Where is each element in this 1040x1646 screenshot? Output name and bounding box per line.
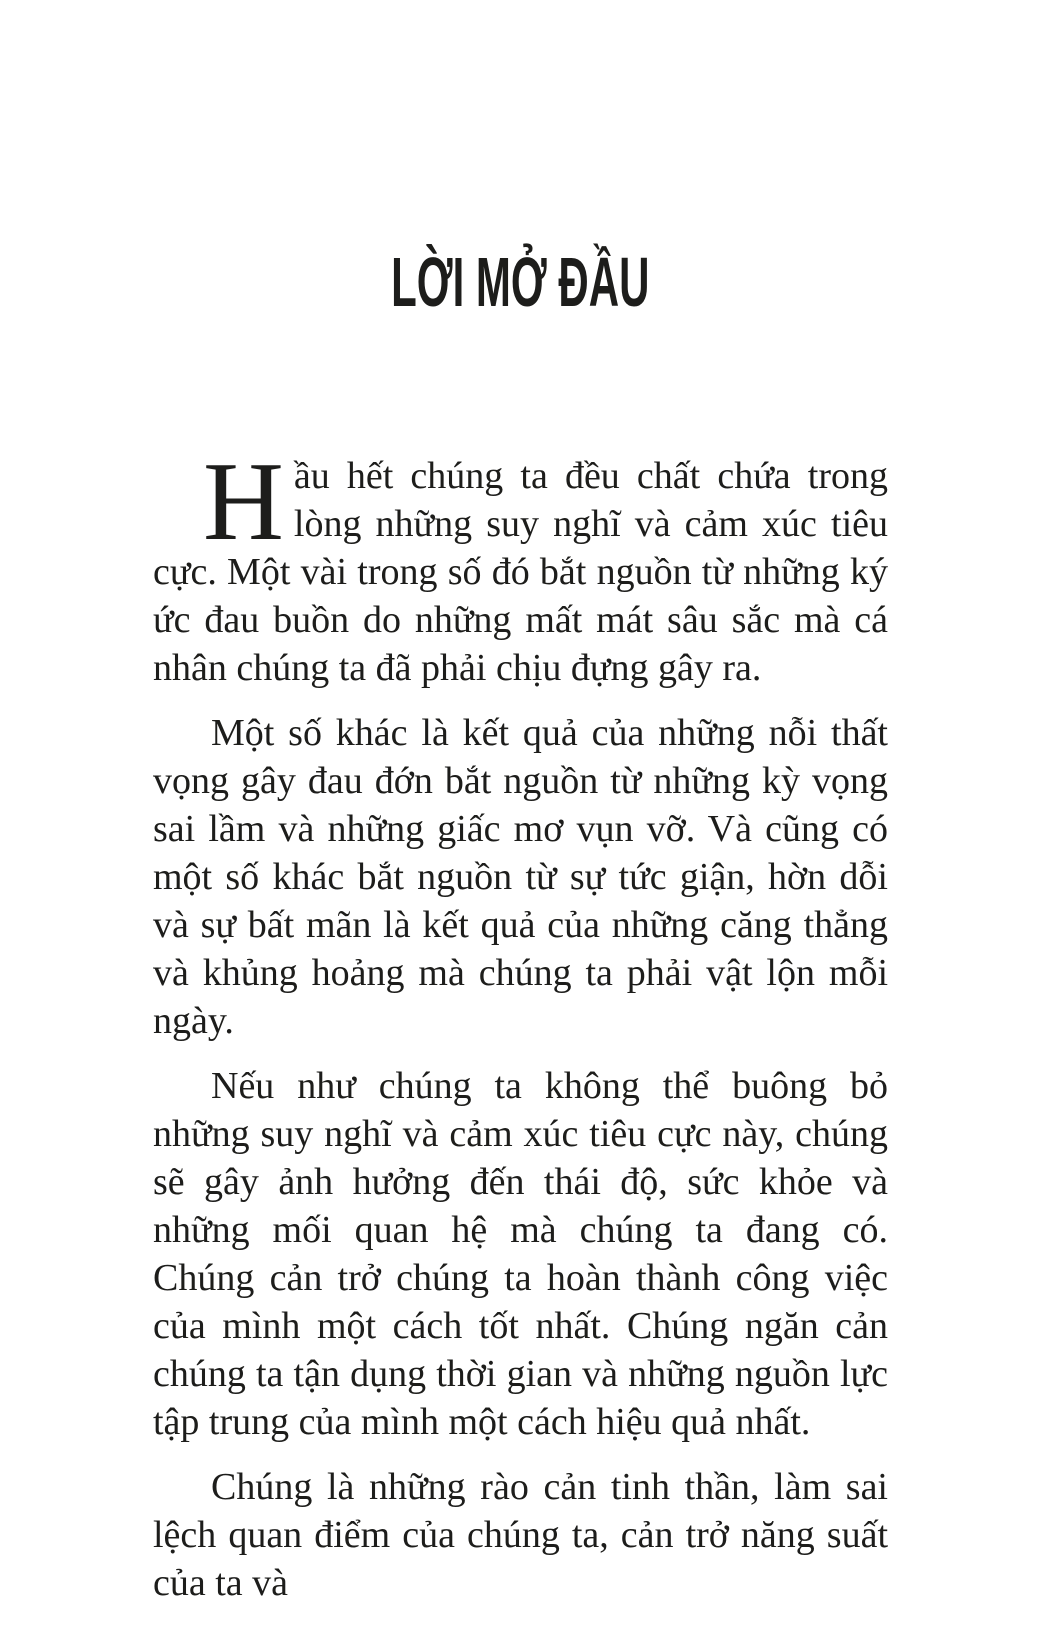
paragraph: Chúng là những rào cản tinh thần, làm sai lệch quan điểm của chúng ta, cản trở năng suất của ta và: [153, 1466, 888, 1604]
chapter-title: [0, 238, 1040, 326]
paragraph: Một số khác là kết quả của những nỗi thất vọng gây đau đớn bắt nguồn từ những kỳ vọng sai lầm và những giấc mơ vụn vỡ. Và cũng có một số khác bắt nguồn từ sự tức giận, hờn dỗi và sự bất mãn là kết quả của những căng thẳng và khủng hoảng mà chúng ta phải vật lộn mỗi ngày.: [153, 712, 888, 1042]
page-content: [153, 440, 888, 1624]
opening-paragraph: [153, 440, 888, 692]
paragraph: Nếu như chúng ta không thể buông bỏ những suy nghĩ và cảm xúc tiêu cực này, chúng sẽ gây ảnh hưởng đến thái độ, sức khỏe và những mối quan hệ mà chúng ta đang có. Chúng cản trở chúng ta hoàn thành công việc của mình một cách tốt nhất. Chúng ngăn cản chúng ta tận dụng thời gian và những nguồn lực tập trung của mình một cách hiệu quả nhất.: [153, 1065, 888, 1443]
chapter-title-text: LỜI MỞ ĐẦU: [390, 243, 650, 321]
opening-paragraph-text: ầu hết chúng ta đều chất chứa trong lòng những suy nghĩ và cảm xúc tiêu cực. Một vài trong số đó bắt nguồn từ những ký ức đau buồn do những mất mát sâu sắc mà cá nhân chúng ta đã phải chịu đựng gây ra.: [153, 455, 888, 689]
drop-cap: H: [203, 440, 284, 564]
